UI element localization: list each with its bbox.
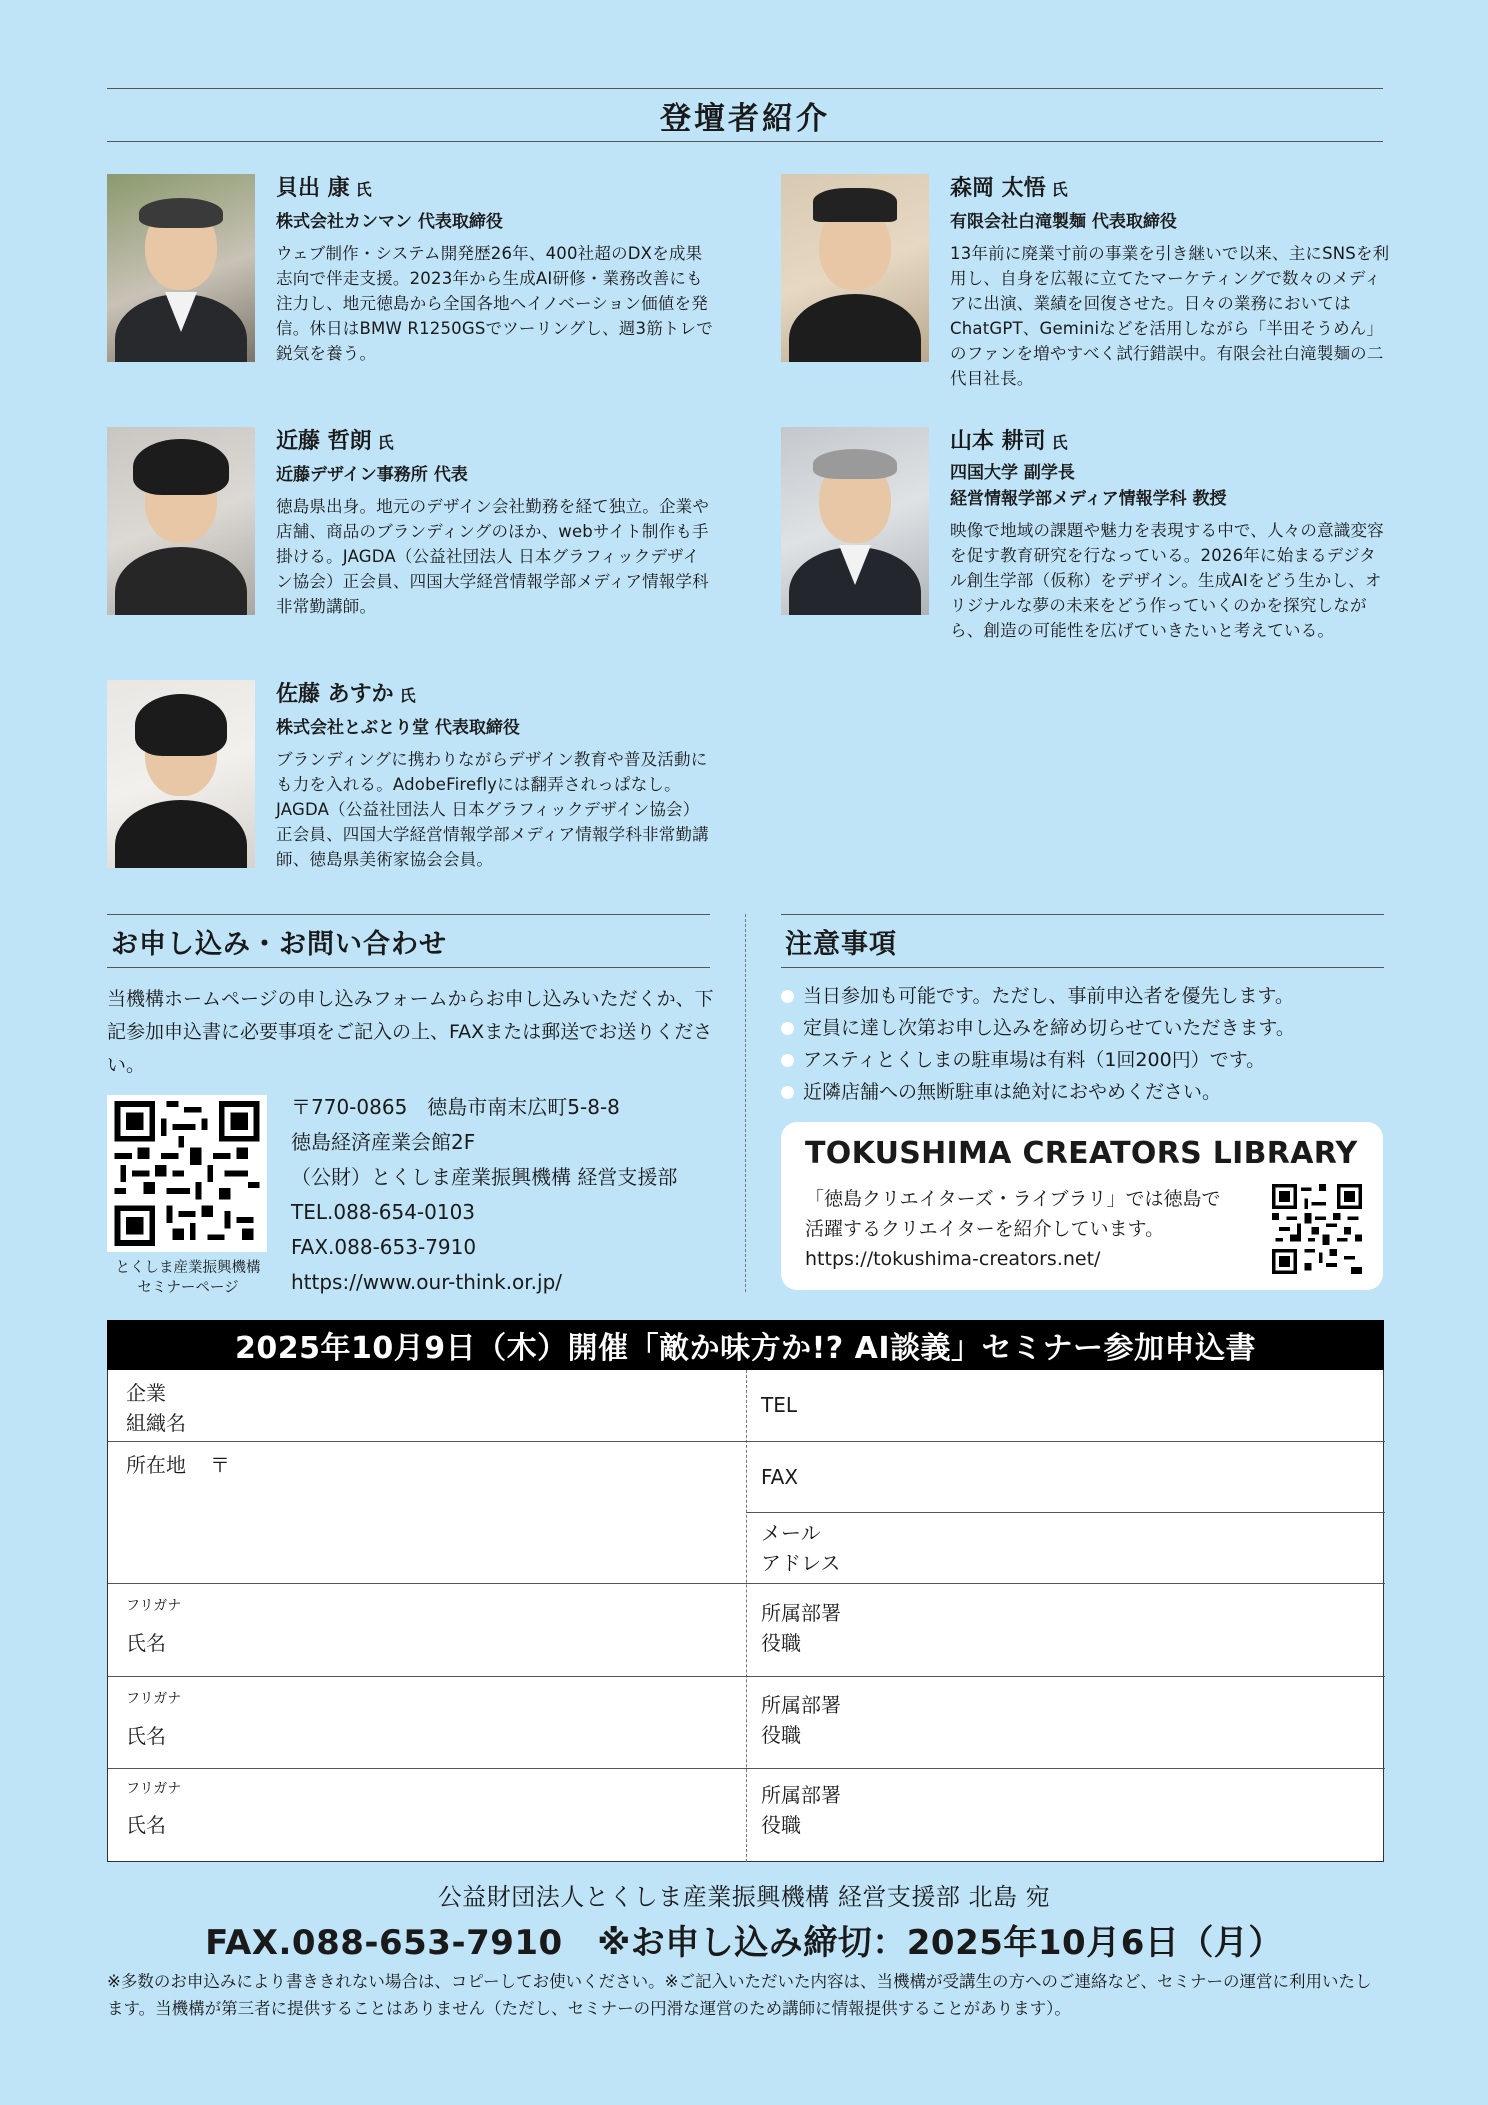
- department-label: 所属部署 役職: [761, 1693, 841, 1747]
- email-label: メール アドレス: [761, 1521, 841, 1575]
- note-text: 近隣店舗への無断駐車は絶対におやめください。: [803, 1081, 1222, 1103]
- bullet-icon: [781, 1086, 794, 1099]
- speaker-photo: [107, 174, 255, 362]
- form-title-bar: [107, 1320, 1384, 1370]
- library-title: TOKUSHIMA CREATORS LIBRARY: [805, 1136, 1358, 1171]
- participant-name-field[interactable]: [198, 1775, 738, 1855]
- library-desc-line: 「徳島クリエイターズ・ライブラリ」では徳島で: [805, 1188, 1221, 1210]
- apply-description: 当機構ホームページの申し込みフォームからお申し込みいただくか、下記参加申込書に必要事項をご記入の上、FAXまたは郵送でお送りください。: [107, 988, 714, 1076]
- fax-recipient: 公益財団法人とくしま産業振興機構 経営支援部 北島 宛: [437, 1883, 1051, 1911]
- qr-code-seminar-page[interactable]: [107, 1095, 267, 1252]
- postal-address: 〒770-0865 徳島市南末広町5-8-8: [291, 1095, 620, 1119]
- application-form: [107, 1370, 1384, 1862]
- address-label: 所在地 〒: [126, 1453, 230, 1477]
- contact-address-block: [291, 1090, 677, 1300]
- speaker-bio: ウェブ制作・システム開発歴26年、400社超のDXを成果志向で伴走支援。2023年から生成AI研修・業務改善にも注力し、地元徳島から全国各地へイノベーション価値を発信。休日はBMW R1250GSでツーリングし、週3筋トレで鋭気を養う。: [276, 244, 713, 363]
- speaker-photo: [781, 174, 929, 362]
- note-text: 当日参加も可能です。ただし、事前申込者を優先します。: [803, 985, 1294, 1007]
- speaker-role: 近藤デザイン事務所 代表: [276, 465, 468, 485]
- footer-note: ※多数のお申込みにより書ききれない場合は、コピーしてお使いください。※ご記入いただいた内容は、当機構が受講生の方へのご連絡など、セミナーの運営に利用いたします。当機構が第三者に提供することはありません（ただし、セミナーの円滑な運営のため講師に情報提供することがあります）。: [107, 1972, 1372, 2018]
- department-label: 所属部署 役職: [761, 1783, 841, 1837]
- list-item: [781, 1076, 1381, 1108]
- building-name: 徳島経済産業会館2F: [291, 1130, 476, 1154]
- company-field[interactable]: [308, 1376, 738, 1436]
- bullet-icon: [781, 1054, 794, 1067]
- speaker-bio: 徳島県出身。地元のデザイン会社勤務を経て独立。企業や店舗、商品のブランディングのほか、webサイト制作も手掛ける。JAGDA（公益社団法人 日本グラフィックデザイン協会）正会員、四国大学経営情報学部メディア情報学科非常勤講師。: [276, 497, 710, 616]
- fax-label: FAX: [761, 1465, 799, 1489]
- library-url-link[interactable]: https://tokushima-creators.net/: [805, 1248, 1101, 1270]
- library-description: [805, 1184, 1221, 1274]
- tel-field[interactable]: [828, 1376, 1378, 1436]
- speaker-honorific: 氏: [377, 433, 394, 452]
- list-item: [781, 980, 1381, 1012]
- speaker-photo: [107, 680, 255, 868]
- notes-title: 注意事項: [785, 928, 897, 960]
- speaker-role: 株式会社カンマン 代表取締役: [276, 212, 503, 232]
- speaker-photo: [107, 427, 255, 615]
- qr-caption-line: セミナーページ: [137, 1280, 239, 1296]
- speakers-title: 登壇者紹介: [660, 100, 830, 137]
- speaker-bio: ブランディングに携わりながらデザイン教育や普及活動にも力を入れる。AdobeFireflyには翻弄されっぱなし。JAGDA（公益社団法人 日本グラフィックデザイン協会）正会員、四国大学経営情報学部メディア情報学科非常勤講師、徳島県美術家協会会員。: [276, 750, 709, 869]
- speaker-role: 有限会社白滝製麺 代表取締役: [950, 212, 1177, 232]
- participant-department-field[interactable]: [868, 1775, 1378, 1855]
- speaker-photo: [781, 427, 929, 615]
- furigana-label: フリガナ: [126, 1691, 182, 1707]
- address-field[interactable]: [118, 1486, 738, 1578]
- speaker-honorific: 氏: [1051, 180, 1068, 199]
- qr-caption-line: とくしま産業振興機構: [115, 1260, 261, 1276]
- participant-department-field[interactable]: [868, 1592, 1378, 1670]
- list-item: [781, 1044, 1381, 1076]
- department-label: 所属部署 役職: [761, 1601, 841, 1655]
- qr-caption: [100, 1258, 276, 1298]
- organization-name: （公財）とくしま産業振興機構 経営支援部: [291, 1165, 678, 1189]
- speaker-honorific: 氏: [355, 180, 372, 199]
- speakers-heading: [107, 88, 1383, 142]
- fax-deadline: FAX.088-653-7910 ※お申し込み締切：2025年10月6日（月）: [205, 1923, 1283, 1963]
- furigana-label: フリガナ: [126, 1781, 182, 1797]
- speaker-name: 森岡 太悟: [950, 176, 1046, 201]
- speaker-role: 株式会社とぶとり堂 代表取締役: [276, 718, 520, 738]
- contact-fax: FAX.088-653-7910: [291, 1235, 477, 1259]
- notes-list: [781, 980, 1381, 1108]
- speaker-honorific: 氏: [399, 686, 416, 705]
- speaker-name: 貝出 康: [276, 176, 350, 201]
- contact-url-link[interactable]: https://www.our-think.or.jp/: [291, 1270, 563, 1294]
- contact-tel: TEL.088-654-0103: [291, 1200, 476, 1224]
- participant-name-field[interactable]: [198, 1592, 738, 1670]
- bullet-icon: [781, 990, 794, 1003]
- form-title: 2025年10月9日（木）開催「敵か味方か!? AI談義」セミナー参加申込書: [234, 1331, 1257, 1366]
- list-item: [781, 1012, 1381, 1044]
- speaker-role-secondary: 経営情報学部メディア情報学科 教授: [950, 489, 1227, 509]
- creators-library-banner[interactable]: [781, 1122, 1383, 1290]
- speaker-role: 四国大学 副学長: [950, 463, 1075, 483]
- column-divider: [745, 914, 746, 1292]
- speaker-bio: 13年前に廃業寸前の事業を引き継いで以来、主にSNSを利用し、自身を広報に立てたマーケティングで数々のメディアに出演、業績を回復させた。日々の業務においてはChatGPT、Geminiなどを活用しながら「半田そうめん」のファンを増やすべく試行錯誤中。有限会社白滝製麺の二代目社長。: [950, 244, 1390, 388]
- library-desc-line: 活躍するクリエイターを紹介しています。: [805, 1218, 1165, 1240]
- note-text: アスティとくしまの駐車場は有料（1回200円）です。: [803, 1049, 1266, 1071]
- qr-code-library[interactable]: [1272, 1184, 1362, 1274]
- note-text: 定員に達し次第お申し込みを締め切らせていただきます。: [803, 1017, 1295, 1039]
- apply-title: お申し込み・お問い合わせ: [111, 928, 447, 960]
- speaker-name: 近藤 哲朗: [276, 429, 372, 454]
- apply-heading: [107, 914, 710, 968]
- participant-department-field[interactable]: [868, 1684, 1378, 1762]
- email-field[interactable]: [848, 1518, 1378, 1578]
- speaker-bio: 映像で地域の課題や魅力を表現する中で、人々の意識変容を促す教育研究を行なっている。2026年に始まるデジタル創生学部（仮称）をデザイン。生成AIをどう生かし、オリジナルな夢の未来をどう作っていくのかを探究しながら、創造の可能性を広げていきたいと考えている。: [950, 521, 1384, 640]
- bullet-icon: [781, 1022, 794, 1035]
- participant-name-field[interactable]: [198, 1684, 738, 1762]
- speaker-name: 山本 耕司: [950, 429, 1046, 454]
- speaker-honorific: 氏: [1051, 433, 1068, 452]
- fax-field[interactable]: [828, 1448, 1378, 1508]
- furigana-label: フリガナ: [126, 1598, 182, 1614]
- name-label: 氏名: [126, 1813, 166, 1837]
- tel-label: TEL: [761, 1393, 797, 1417]
- name-label: 氏名: [126, 1724, 166, 1748]
- name-label: 氏名: [126, 1631, 166, 1655]
- company-label: 企業 組織名: [126, 1381, 186, 1435]
- notes-heading: [781, 914, 1384, 968]
- speaker-name: 佐藤 あすか: [276, 682, 394, 707]
